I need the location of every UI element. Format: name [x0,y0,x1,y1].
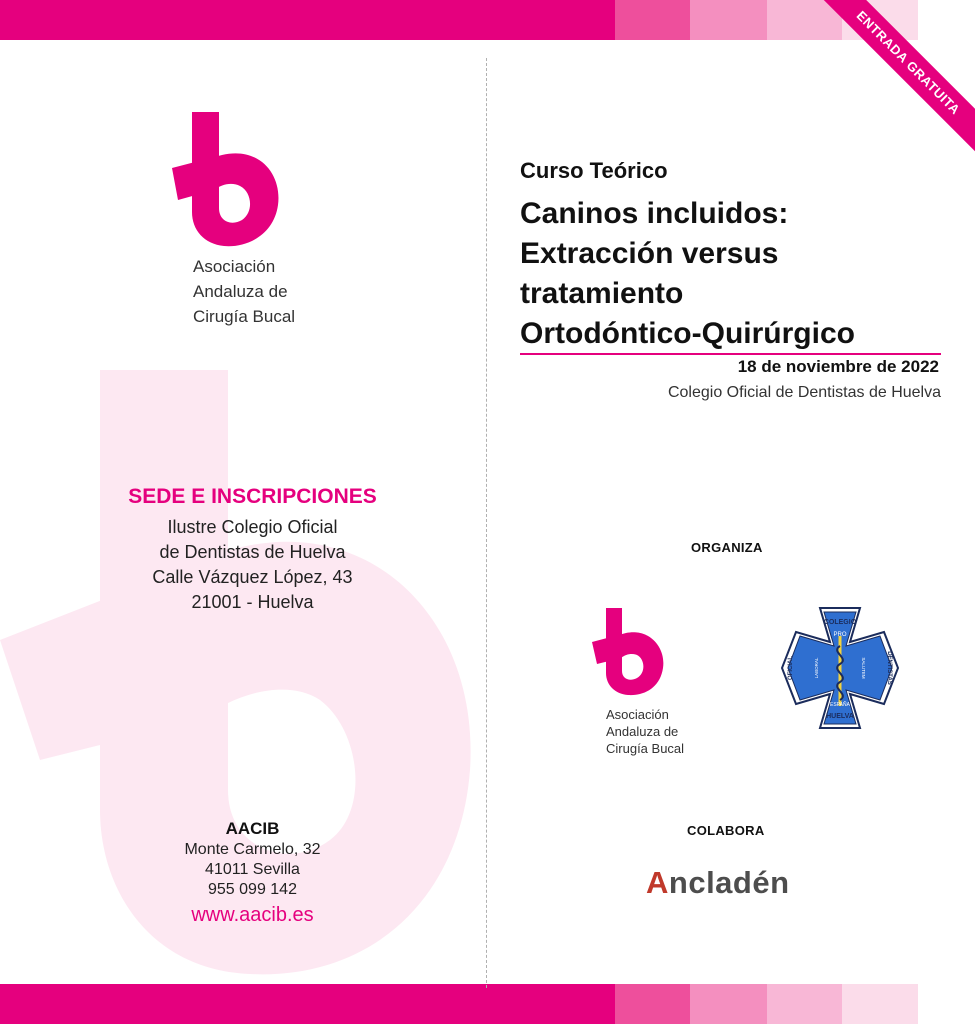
assoc-line: Asociación [193,257,276,276]
colegio-text: ESPAÑA [830,702,850,708]
contact-line: Monte Carmelo, 32 [184,841,321,858]
contact-title: AACIB [225,819,280,838]
assoc-line: Andaluza de [606,724,679,739]
assoc-line: Cirugía Bucal [606,741,685,756]
sponsor-logo [646,865,790,901]
title-underline [520,353,941,355]
colegio-text: DENTISTAS [886,651,892,685]
colegio-text: OFICIAL [788,656,794,680]
course-title-line: Extracción versus [520,237,779,270]
course-venue: Colegio Oficial de Dentistas de Huelva [667,384,941,401]
contact-line: 41011 Sevilla [205,861,300,878]
course-date: 18 de noviembre de 2022 [737,357,939,376]
assoc-line: Asociación [606,707,669,722]
assoc-line: Andaluza de [193,282,288,301]
course-subtitle: Curso Teórico [520,158,668,183]
sede-title: SEDE E INSCRIPCIONES [128,485,377,508]
sede-section [95,485,410,615]
sede-line: Calle Vázquez López, 43 [152,567,353,587]
colabora-label: COLABORA [687,823,765,838]
colegio-dentistas-logo-icon [780,606,900,730]
course-title-line: Caninos incluidos: [520,197,789,230]
assoc-name-left [193,254,353,329]
fold-line [486,58,487,988]
aacib-small-logo-icon [588,606,668,698]
corner-ribbon [815,0,975,160]
sede-line: Ilustre Colegio Oficial [167,517,338,537]
sponsor-first-letter: A [646,865,669,900]
contact-phone: 955 099 142 [208,881,297,898]
aacib-b-logo-icon [160,110,290,250]
assoc-line: Cirugía Bucal [193,307,296,326]
sede-line: de Dentistas de Huelva [159,542,346,562]
bottom-color-stripe [0,984,975,1024]
ribbon-text: ENTRADA GRATUITA [816,0,975,155]
organiza-label: ORGANIZA [691,540,763,555]
website-link[interactable]: www.aacib.es [191,904,314,926]
course-title-line: Ortodóntico-Quirúrgico [520,317,855,350]
colegio-text: COLEGIO [823,619,857,626]
contact-section [140,818,365,927]
course-title-line: tratamiento [520,277,684,310]
sede-line: 21001 - Huelva [191,592,314,612]
colegio-text: PRO [833,632,847,638]
colegio-text: SALUTEM [861,657,866,679]
colegio-text: LABORAL [814,657,819,679]
sponsor-rest: ncladén [668,865,790,900]
assoc-name-small [606,706,716,757]
colegio-text: HUELVA [826,713,854,720]
